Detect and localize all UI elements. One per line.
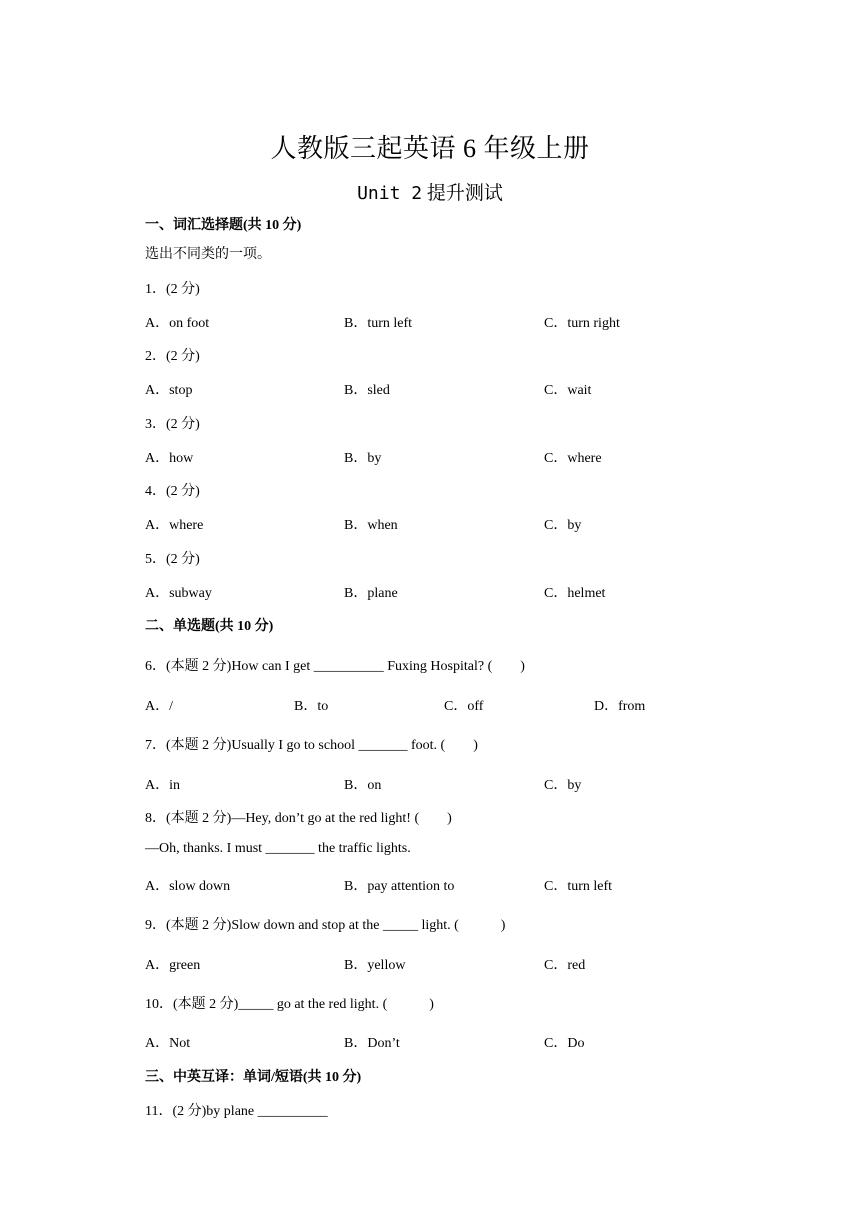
question-stem: 5．(2 分) <box>145 552 200 567</box>
option-c[interactable]: C．by <box>544 778 582 793</box>
option-c[interactable]: C．Do <box>544 1036 585 1051</box>
page-subtitle <box>0 178 860 205</box>
page-title: 人教版三起英语 6 年级上册 <box>270 134 590 163</box>
question-stem: 6．(本题 2 分)How can I get __________ Fuxing Hospital? ( ) <box>145 659 525 674</box>
subtitle-text: 提升测试 <box>426 183 503 204</box>
section-instruction: 选出不同类的一项。 <box>145 247 271 262</box>
option-c[interactable]: C．helmet <box>544 586 606 601</box>
question-stem: 10．(本题 2 分)_____ go at the red light. ( ) <box>145 997 434 1012</box>
option-b[interactable]: B．to <box>294 699 329 714</box>
question-stem: 2．(2 分) <box>145 349 200 364</box>
option-b[interactable]: B．Don’t <box>344 1036 400 1051</box>
section-heading: 三、中英互译：单词/短语(共 10 分) <box>145 1070 362 1085</box>
option-b[interactable]: B．when <box>344 518 398 533</box>
question-stem: 4．(2 分) <box>145 484 200 499</box>
option-a[interactable]: A．subway <box>145 586 212 601</box>
option-a[interactable]: A．Not <box>145 1036 191 1051</box>
question-stem: 8．(本题 2 分)—Hey, don’t go at the red light! ( ) <box>145 811 452 826</box>
option-b[interactable]: B．pay attention to <box>344 879 455 894</box>
option-b[interactable]: B．plane <box>344 586 398 601</box>
question-stem: 9．(本题 2 分)Slow down and stop at the _____ light. ( ) <box>145 918 506 933</box>
unit-code: Unit 2 <box>357 183 423 204</box>
option-c[interactable]: C．wait <box>544 383 592 398</box>
option-b[interactable]: B．yellow <box>344 958 406 973</box>
option-b[interactable]: B．turn left <box>344 316 413 331</box>
option-b[interactable]: B．by <box>344 451 382 466</box>
question-stem-line2: —Oh, thanks. I must _______ the traffic lights. <box>145 841 411 856</box>
option-b[interactable]: B．sled <box>344 383 390 398</box>
question-stem: 3．(2 分) <box>145 417 200 432</box>
option-a[interactable]: A．how <box>145 451 194 466</box>
option-a[interactable]: A．slow down <box>145 879 231 894</box>
option-a[interactable]: A．in <box>145 778 180 793</box>
option-a[interactable]: A．stop <box>145 383 193 398</box>
option-c[interactable]: C．off <box>444 699 484 714</box>
option-c[interactable]: C．red <box>544 958 586 973</box>
section-heading: 一、词汇选择题(共 10 分) <box>145 218 302 233</box>
option-a[interactable]: A．green <box>145 958 201 973</box>
option-a[interactable]: A．on foot <box>145 316 210 331</box>
option-c[interactable]: C．where <box>544 451 602 466</box>
option-d[interactable]: D．from <box>594 699 646 714</box>
option-c[interactable]: C．turn left <box>544 879 613 894</box>
option-c[interactable]: C．turn right <box>544 316 620 331</box>
option-b[interactable]: B．on <box>344 778 382 793</box>
question-stem: 11．(2 分)by plane __________ <box>145 1104 328 1119</box>
question-stem: 7．(本题 2 分)Usually I go to school _______ foot. ( ) <box>145 738 478 753</box>
option-a[interactable]: A．where <box>145 518 204 533</box>
section-heading: 二、单选题(共 10 分) <box>145 619 274 634</box>
option-a[interactable]: A．/ <box>145 699 173 714</box>
question-stem: 1．(2 分) <box>145 282 200 297</box>
option-c[interactable]: C．by <box>544 518 582 533</box>
